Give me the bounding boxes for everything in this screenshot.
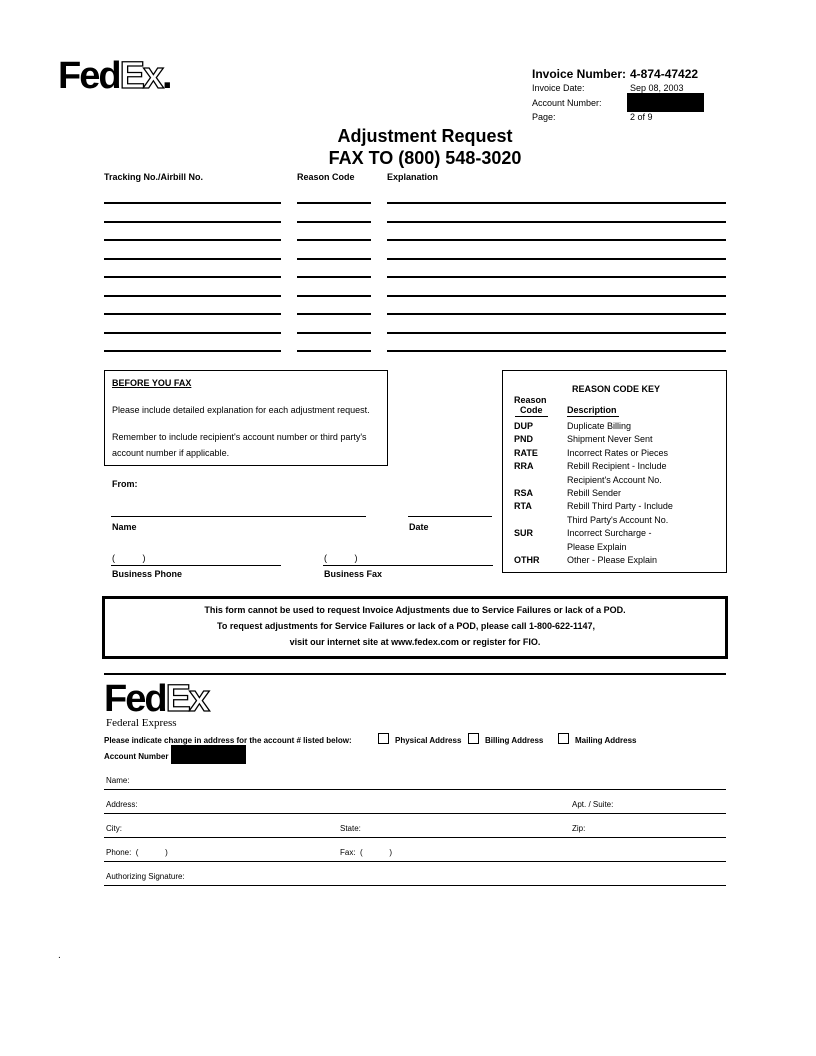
notice-line-2: To request adjustments for Service Failures or lack of a POD, please call 1-800-622-1147, xyxy=(217,621,595,631)
city-field-line[interactable] xyxy=(104,837,726,838)
name-label: Name xyxy=(112,522,137,532)
before-you-fax-heading: BEFORE YOU FAX xyxy=(112,378,192,388)
explanation-line[interactable] xyxy=(387,295,726,297)
address-field-line[interactable] xyxy=(104,813,726,814)
explanation-line[interactable] xyxy=(387,221,726,223)
business-fax-label: Business Fax xyxy=(324,569,383,579)
reason-code: OTHR xyxy=(514,555,540,565)
reason-description-continued: Please Explain xyxy=(567,541,627,552)
city-label: City: xyxy=(106,824,122,833)
notice-line-1: This form cannot be used to request Invoice Adjustments due to Service Failures or lack of a POD. xyxy=(204,605,626,615)
phone-field-line[interactable] xyxy=(104,861,726,862)
tracking-line[interactable] xyxy=(104,258,281,260)
mailing-address-label: Mailing Address xyxy=(575,736,637,745)
description-header-underline xyxy=(567,416,619,417)
notice-line-3: visit our internet site at www.fedex.com or register for FIO. xyxy=(289,637,541,647)
before-fax-line-1: Please include detailed explanation for each adjustment request. xyxy=(112,405,370,415)
invoice-number-value: 4-874-47422 xyxy=(630,67,699,81)
invoice-date-value: Sep 08, 2003 xyxy=(630,83,684,93)
reason-code: DUP xyxy=(514,421,534,431)
fedex-logo-large: FedEx xyxy=(104,678,209,720)
from-label: From: xyxy=(112,479,138,489)
reason-code-line[interactable] xyxy=(297,295,371,297)
signature-field-line[interactable] xyxy=(104,885,726,886)
explanation-line[interactable] xyxy=(387,350,726,352)
footer-mark: . xyxy=(58,950,61,961)
business-fax-line[interactable] xyxy=(323,565,493,566)
reason-code: RRA xyxy=(514,461,534,472)
billing-address-checkbox[interactable] xyxy=(468,733,479,744)
section-divider xyxy=(104,673,726,675)
reason-code-line[interactable] xyxy=(297,276,371,278)
address-field-label: Address: xyxy=(106,800,138,809)
before-fax-line-2: Remember to include recipient's account number or third party's xyxy=(112,432,367,442)
name-line[interactable] xyxy=(111,516,366,517)
federal-express-subtitle: Federal Express xyxy=(106,717,177,729)
tracking-line[interactable] xyxy=(104,332,281,334)
form-title: Adjustment Request xyxy=(337,126,513,146)
reason-code-line[interactable] xyxy=(297,313,371,315)
address-change-prompt: Please indicate change in address for the account # listed below: xyxy=(104,736,352,745)
reason-code-key-title: REASON CODE KEY xyxy=(572,384,661,394)
page-label: Page: xyxy=(532,112,556,122)
reason-description: Rebill Recipient - Include xyxy=(567,461,667,472)
billing-address-label: Billing Address xyxy=(485,736,544,745)
reason-code: SUR xyxy=(514,528,534,539)
explanation-line[interactable] xyxy=(387,202,726,204)
state-label: State: xyxy=(340,824,361,833)
explanation-line[interactable] xyxy=(387,239,726,241)
zip-label: Zip: xyxy=(572,824,586,833)
redacted-account-number xyxy=(627,93,704,112)
account-number-label: Account Number: xyxy=(532,98,602,108)
business-phone-label: Business Phone xyxy=(112,569,183,579)
date-label: Date xyxy=(409,522,429,532)
before-fax-line-3: account number if applicable. xyxy=(112,448,230,458)
page-value: 2 of 9 xyxy=(630,112,653,122)
tracking-line[interactable] xyxy=(104,276,281,278)
reason-description: Rebill Third Party - Include xyxy=(567,501,673,512)
explanation-line[interactable] xyxy=(387,258,726,260)
physical-address-label: Physical Address xyxy=(395,736,462,745)
tracking-line[interactable] xyxy=(104,350,281,352)
reason-description: Incorrect Surcharge - xyxy=(567,528,652,539)
reason-code-line[interactable] xyxy=(297,239,371,241)
tracking-line[interactable] xyxy=(104,313,281,315)
name-field-line[interactable] xyxy=(104,789,726,790)
tracking-line[interactable] xyxy=(104,202,281,204)
reason-description: Rebill Sender xyxy=(567,488,622,498)
reason-code-line[interactable] xyxy=(297,221,371,223)
signature-label: Authorizing Signature: xyxy=(106,872,185,881)
apt-suite-label: Apt. / Suite: xyxy=(572,800,614,809)
business-phone-line[interactable] xyxy=(111,565,281,566)
name-field-label: Name: xyxy=(106,776,130,785)
phone-label: Phone: ( ) xyxy=(106,848,168,857)
reason-code-header-1: Reason xyxy=(514,395,547,405)
reason-code-line[interactable] xyxy=(297,258,371,260)
reason-description: Other - Please Explain xyxy=(567,555,658,565)
reason-code-line[interactable] xyxy=(297,202,371,204)
reason-description: Incorrect Rates or Pieces xyxy=(567,447,669,458)
physical-address-checkbox[interactable] xyxy=(378,733,389,744)
mailing-address-checkbox[interactable] xyxy=(558,733,569,744)
explanation-line[interactable] xyxy=(387,276,726,278)
reason-code-line[interactable] xyxy=(297,350,371,352)
tracking-line[interactable] xyxy=(104,239,281,241)
fax-paren: ( ) xyxy=(324,553,358,563)
tracking-line[interactable] xyxy=(104,295,281,297)
fax-number-title: FAX TO (800) 548-3020 xyxy=(328,148,522,168)
reason-code-header-2: Code xyxy=(520,405,543,415)
reason-code: RTA xyxy=(514,501,532,512)
fax-label: Fax: ( ) xyxy=(340,848,393,857)
tracking-line[interactable] xyxy=(104,221,281,223)
explanation-line[interactable] xyxy=(387,313,726,315)
description-header: Description xyxy=(567,405,617,415)
reason-description: Shipment Never Sent xyxy=(567,434,653,445)
fedex-logo: FedEx. xyxy=(58,55,171,97)
reason-description-continued: Third Party's Account No. xyxy=(567,514,669,525)
code-header-underline xyxy=(515,416,548,417)
reason-code: RSA xyxy=(514,488,534,498)
tracking-header: Tracking No./Airbill No. xyxy=(104,172,204,182)
explanation-line[interactable] xyxy=(387,332,726,334)
explanation-header: Explanation xyxy=(387,172,439,182)
reason-description-continued: Recipient's Account No. xyxy=(567,474,662,485)
invoice-date-label: Invoice Date: xyxy=(532,83,585,93)
account-number-label-2: Account Number xyxy=(104,752,169,761)
reason-code: PND xyxy=(514,434,534,445)
reason-description: Duplicate Billing xyxy=(567,421,632,431)
redacted-account-number-2 xyxy=(171,745,246,764)
reason-code-header: Reason Code xyxy=(297,172,355,182)
reason-code-line[interactable] xyxy=(297,332,371,334)
date-line[interactable] xyxy=(408,516,492,517)
reason-code: RATE xyxy=(514,447,538,458)
phone-paren: ( ) xyxy=(112,553,146,563)
invoice-number-label: Invoice Number: xyxy=(532,67,627,81)
